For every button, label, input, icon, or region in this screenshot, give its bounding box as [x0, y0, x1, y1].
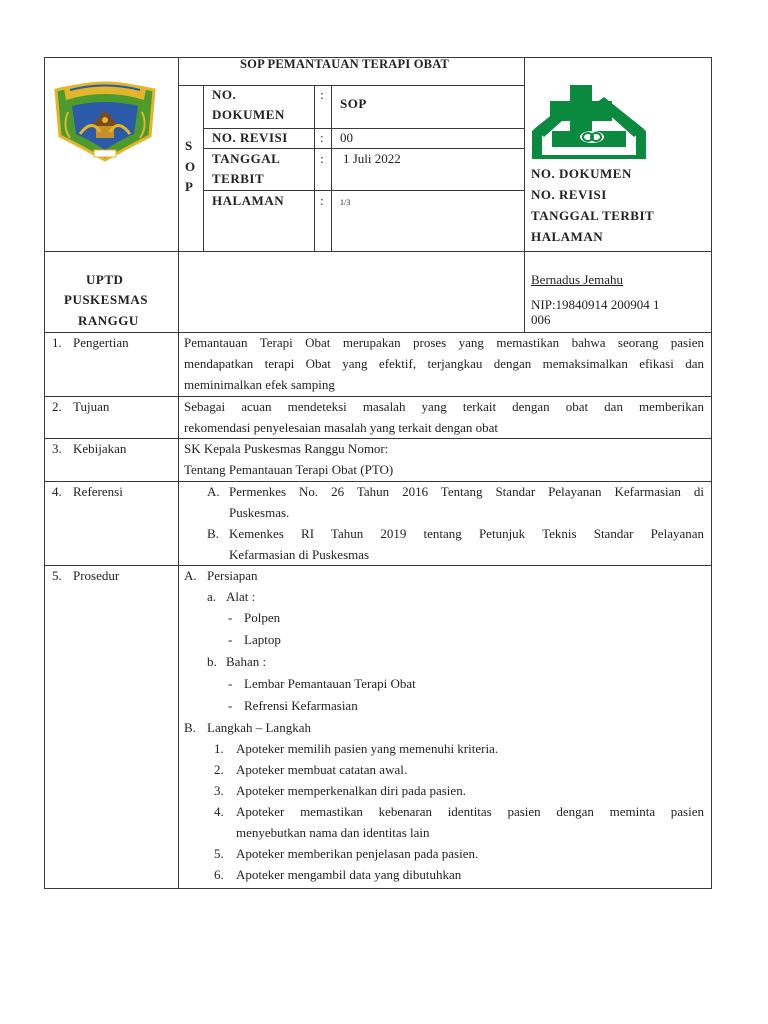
- step-number: 5.: [214, 846, 224, 861]
- sop-title: SOP PEMANTAUAN TERAPI OBAT: [240, 57, 450, 71]
- kebijakan-line: SK Kepala Puskesmas Ranggu Nomor:: [184, 441, 389, 456]
- kebijakan-line: Tentang Pemantauan Terapi Obat (PTO): [184, 462, 394, 477]
- section-label-pengertian: Pengertian: [73, 335, 129, 350]
- sop-letter-o: O: [185, 159, 196, 174]
- no-revisi-sep: :: [320, 130, 324, 145]
- signer-nip-line-2: 006: [531, 312, 551, 327]
- step-number: 2.: [214, 762, 224, 777]
- tujuan-line: Sebagai acuan mendeteksi masalah yang terkait dengan obat dan memberikan: [184, 399, 704, 414]
- org-name-line-3: RANGGU: [78, 313, 139, 328]
- alat-heading: Alat :: [226, 589, 256, 604]
- section-label-prosedur: Prosedur: [73, 568, 120, 583]
- step-text: Apoteker memperkenalkan diri pada pasien.: [236, 783, 466, 798]
- step-text: Apoteker memilih pasien yang memenuhi kriteria.: [236, 741, 499, 756]
- step-text: menyebutkan nama dan identitas lain: [236, 825, 430, 840]
- halaman-value: 1/3: [340, 198, 351, 207]
- persiapan-marker: A.: [184, 568, 197, 583]
- regional-emblem-logo: [50, 76, 160, 162]
- langkah-heading: Langkah – Langkah: [207, 720, 311, 735]
- section-label-referensi: Referensi: [73, 484, 123, 499]
- org-name-line-1: UPTD: [86, 272, 124, 287]
- right-label-halaman: HALAMAN: [531, 229, 604, 244]
- no-dokumen-label-1: NO.: [212, 87, 237, 102]
- step-number: 4.: [214, 804, 224, 819]
- no-revisi-value: 00: [340, 130, 353, 145]
- persiapan-heading: Persiapan: [207, 568, 258, 583]
- referensi-line: Permenkes No. 26 Tahun 2016 Tentang Standar Pelayanan Kefarmasian di: [229, 484, 704, 499]
- bahan-item: Lembar Pemantauan Terapi Obat: [244, 676, 416, 691]
- pengertian-line: mendapatkan terapi Obat yang efektif, terjangkau dengan memaksimalkan efikasi dan: [184, 356, 704, 371]
- list-dash: -: [228, 698, 233, 713]
- alat-item: Polpen: [244, 610, 281, 625]
- no-revisi-label: NO. REVISI: [212, 130, 288, 145]
- halaman-sep: :: [320, 193, 324, 208]
- tanggal-terbit-value: 1 Juli 2022: [343, 151, 401, 166]
- tujuan-line: rekomendasi penyelesaian masalah yang terkait dengan obat: [184, 420, 499, 435]
- pengertian-line: Pemantauan Terapi Obat merupakan proses yang memastikan bahwa seorang pasien: [184, 335, 704, 350]
- referensi-line: Kefarmasian di Puskesmas: [229, 547, 370, 562]
- halaman-label: HALAMAN: [212, 193, 285, 208]
- list-dash: -: [228, 610, 233, 625]
- section-number: 4.: [52, 484, 62, 499]
- section-label-kebijakan: Kebijakan: [73, 441, 127, 456]
- bahan-marker: b.: [207, 654, 217, 669]
- list-dash: -: [228, 676, 233, 691]
- referensi-line: Puskesmas.: [229, 505, 290, 520]
- referensi-marker: B.: [207, 526, 219, 541]
- step-text: Apoteker mengambil data yang dibutuhkan: [236, 867, 462, 882]
- sop-letter-p: P: [185, 179, 194, 194]
- step-text: Apoteker membuat catatan awal.: [236, 762, 408, 777]
- step-number: 1.: [214, 741, 224, 756]
- section-number: 5.: [52, 568, 62, 583]
- right-label-no-revisi: NO. REVISI: [531, 187, 607, 202]
- alat-item: Laptop: [244, 632, 281, 647]
- section-number: 3.: [52, 441, 62, 456]
- org-name-line-2: PUSKESMAS: [64, 292, 148, 307]
- step-text: Apoteker memastikan kebenaran identitas pasien dengan meminta pasien: [236, 804, 704, 819]
- section-label-tujuan: Tujuan: [73, 399, 110, 414]
- sop-letter-s: S: [185, 138, 193, 153]
- no-dokumen-value: SOP: [340, 96, 367, 111]
- bahan-item: Refrensi Kefarmasian: [244, 698, 358, 713]
- step-text: Apoteker memberikan penjelasan pada pasien.: [236, 846, 479, 861]
- alat-marker: a.: [207, 589, 217, 604]
- referensi-line: Kemenkes RI Tahun 2019 tentang Petunjuk Teknis Standar Pelayanan: [229, 526, 704, 541]
- bahan-heading: Bahan :: [226, 654, 267, 669]
- pengertian-line: meminimalkan efek samping: [184, 377, 335, 392]
- right-label-no-dokumen: NO. DOKUMEN: [531, 166, 632, 181]
- tanggal-terbit-label-2: TERBIT: [212, 171, 265, 186]
- tanggal-terbit-label-1: TANGGAL: [212, 151, 281, 166]
- no-dokumen-label-2: DOKUMEN: [212, 107, 285, 122]
- signer-nip-line-1: NIP:19840914 200904 1: [531, 297, 660, 312]
- no-dokumen-sep: :: [320, 87, 324, 102]
- puskesmas-cross-logo: [530, 79, 648, 159]
- step-number: 3.: [214, 783, 224, 798]
- section-number: 1.: [52, 335, 62, 350]
- tanggal-terbit-sep: :: [320, 151, 324, 166]
- langkah-marker: B.: [184, 720, 196, 735]
- section-number: 2.: [52, 399, 62, 414]
- referensi-marker: A.: [207, 484, 220, 499]
- step-number: 6.: [214, 867, 224, 882]
- signer-name: Bernadus Jemahu: [531, 272, 624, 287]
- right-label-tanggal-terbit: TANGGAL TERBIT: [531, 208, 655, 223]
- list-dash: -: [228, 632, 233, 647]
